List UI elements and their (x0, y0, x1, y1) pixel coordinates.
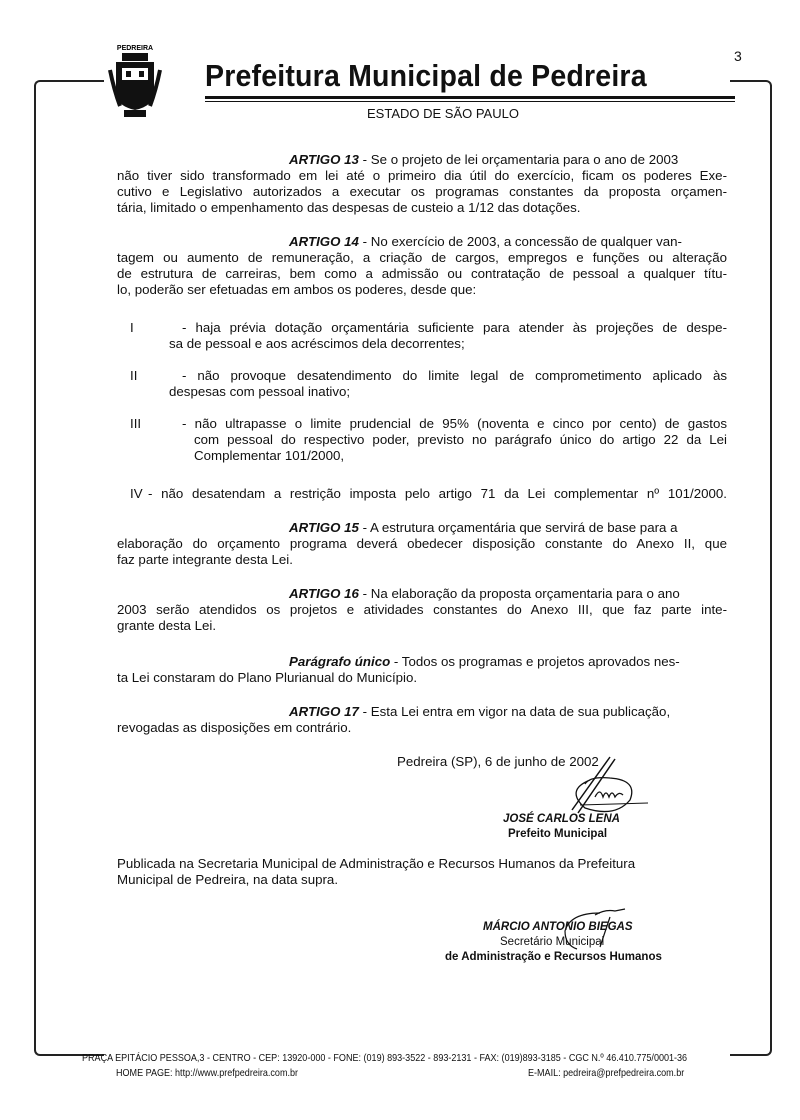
art15-line: elaboração do orçamento programa deverá obedecer disposição constante do Anexo II, que (117, 536, 727, 551)
city-crest-logo (108, 40, 162, 120)
art16-heading: ARTIGO 16 (289, 586, 359, 601)
item-line: - não provoque desatendimento do limite legal de comprometimento aplicado às (182, 368, 727, 383)
art16-line: - Na elaboração da proposta orçamentaria para o ano (358, 586, 680, 601)
footer-homepage-link[interactable]: HOME PAGE: http://www.prefpedreira.com.br (116, 1067, 299, 1079)
art14-line: - No exercício de 2003, a concessão de qualquer van- (358, 234, 682, 249)
signer1-role: Prefeito Municipal (508, 828, 608, 840)
art17-first-line (289, 704, 670, 720)
item-line: - não desatendam a restrição imposta pelo artigo 71 da Lei complementar nº 101/2000. (148, 486, 727, 501)
signer1-name: JOSÉ CARLOS LENA (503, 813, 620, 825)
title-rule (205, 96, 735, 99)
date-line: Pedreira (SP), 6 de junho de 2002 (397, 754, 599, 769)
item-line: - não ultrapasse o limite prudencial de 95% (noventa e cinco por cento) de gastos (182, 416, 727, 431)
svg-text:PEDREIRA: PEDREIRA (116, 45, 154, 52)
art17-heading: ARTIGO 17 (289, 704, 359, 719)
item-line: - haja prévia dotação orçamentária suficiente para atender às projeções de despe- (182, 320, 727, 335)
art14-line: tagem ou aumento de remuneração, a criação de cargos, empregos e funções ou alteração (117, 250, 727, 265)
publication-line: Publicada na Secretaria Municipal de Administração e Recursos Humanos da Prefeitura (117, 856, 636, 871)
paragrafo-line: - Todos os programas e projetos aprovados nes- (390, 654, 680, 669)
art17-line: revogadas as disposições em contrário. (117, 720, 352, 735)
art17-line: - Esta Lei entra em vigor na data de sua publicação, (358, 704, 671, 719)
page-frame-left (34, 80, 104, 1056)
page-title: Prefeitura Municipal de Pedreira (205, 58, 647, 93)
art13-line: cutivo e Legislativo autorizados a executar os programas constantes da proposta orçamen- (117, 184, 727, 199)
signer2-name: MÁRCIO ANTONIO BIEGAS (483, 921, 633, 933)
art14-line: de estrutura de carreiras, bem como a admissão ou contratação de pessoal a qualquer títu- (117, 266, 727, 281)
paragrafo-line: ta Lei constaram do Plano Plurianual do Município. (117, 670, 418, 685)
art14-line: lo, poderão ser efetuadas em ambos os poderes, desde que: (117, 282, 477, 297)
footer-email-link[interactable]: E-MAIL: pedreira@prefpedreira.com.br (528, 1067, 685, 1079)
item-line: sa de pessoal e aos acréscimos dela decorrentes; (169, 336, 465, 351)
page-number: 3 (734, 48, 742, 64)
art15-first-line (289, 520, 678, 536)
item-line: despesas com pessoal inativo; (169, 384, 351, 399)
art13-line: não tiver sido transformado em lei até o primeiro dia útil do exercício, ficam os poderes Exe- (117, 168, 727, 183)
signature-jose-carlos-lena (560, 755, 650, 815)
page-frame-right (730, 80, 772, 1056)
art16-first-line (289, 586, 680, 602)
art13-line: tária, limitado o empenhamento das despesas de custeio a 1/12 das dotações. (117, 200, 581, 215)
art15-line: faz parte integrante desta Lei. (117, 552, 293, 567)
signer2-role: Secretário Municipal (500, 936, 605, 948)
paragrafo-first-line (289, 654, 680, 670)
publication-line: Municipal de Pedreira, na data supra. (117, 872, 339, 887)
art13-heading: ARTIGO 13 (289, 152, 359, 167)
item-line: Complementar 101/2000, (194, 448, 345, 463)
item-numeral: III (130, 416, 142, 431)
state-subtitle: ESTADO DE SÃO PAULO (367, 106, 519, 121)
art15-heading: ARTIGO 15 (289, 520, 359, 535)
art16-line: grante desta Lei. (117, 618, 217, 633)
art15-line: - A estrutura orçamentária que servirá de base para a (358, 520, 678, 535)
art14-first-line (289, 234, 682, 250)
item-numeral: II (130, 368, 138, 383)
signer2-role-department: de Administração e Recursos Humanos (445, 951, 662, 963)
item-numeral: IV (130, 486, 143, 501)
paragrafo-heading: Parágrafo único (289, 654, 391, 669)
art13-line: - Se o projeto de lei orçamentaria para o ano de 2003 (358, 152, 679, 167)
item-numeral: I (130, 320, 134, 335)
art16-line: 2003 serão atendidos os projetos e atividades constantes do Anexo III, que faz parte inte- (117, 602, 727, 617)
art14-heading: ARTIGO 14 (289, 234, 359, 249)
item-line: com pessoal do respectivo poder, previsto no parágrafo único do artigo 22 da Lei (194, 432, 727, 447)
art13-first-line (289, 152, 678, 168)
footer-address: PRAÇA EPITÁCIO PESSOA,3 - CENTRO - CEP: 13920-000 - FONE: (019) 893-3522 - 893-2131 - FAX: (019)893-3185 - CGC N.º 46.410.775/0001-36 (82, 1052, 688, 1064)
title-rule-thin (205, 101, 735, 102)
